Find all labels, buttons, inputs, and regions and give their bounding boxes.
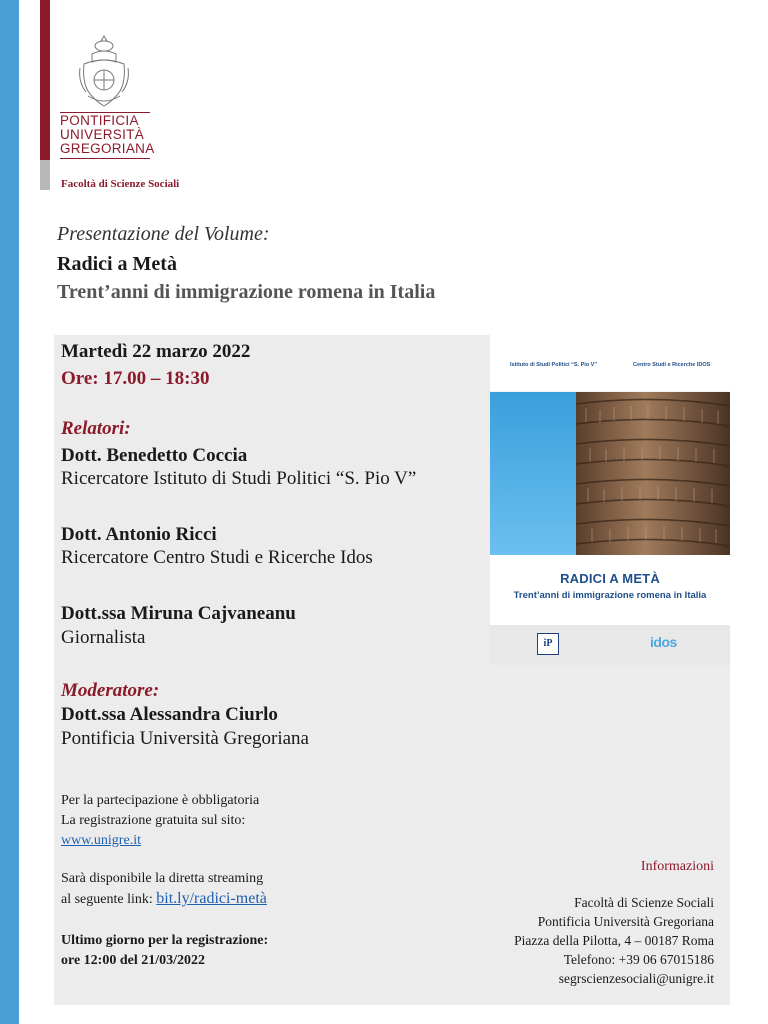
book-subtitle: Trent’anni di immigrazione romena in Italia (57, 281, 436, 303)
university-line: PONTIFICIA (60, 113, 139, 128)
streaming-prefix: al seguente link: (61, 892, 157, 907)
event-time: Ore: 17.00 – 18:30 (61, 368, 210, 389)
speaker-name: Dott.ssa Miruna Cajvaneanu (61, 603, 296, 624)
registration-line: La registrazione gratuita sul sito: (61, 813, 246, 828)
speaker-role: Ricercatore Istituto di Studi Politici “S. Pio V” (61, 468, 417, 489)
book-title: Radici a Metà (57, 253, 177, 275)
contact-line: Facoltà di Scienze Sociali (574, 895, 714, 910)
registration-info (61, 791, 259, 851)
deadline-line: Ultimo giorno per la registrazione: (61, 933, 269, 948)
university-rule (60, 158, 150, 159)
university-line: GREGORIANA (60, 141, 155, 156)
contact-phone: Telefono: +39 06 67015186 (563, 952, 714, 967)
registration-line: Per la partecipazione è obbligatoria (61, 793, 260, 808)
speaker-name: Dott. Antonio Ricci (61, 524, 217, 545)
cover-header (490, 335, 730, 391)
streaming-line-2 (61, 889, 267, 910)
cover-publisher-left: Istituto di Studi Politici “S. Pio V” (510, 362, 598, 368)
university-name (60, 114, 160, 156)
cover-publisher-right: Centro Studi e Ricerche IDOS (633, 362, 711, 368)
contact-email[interactable]: segrscienzesociali@unigre.it (558, 971, 714, 986)
contact-info (514, 893, 714, 988)
streaming-line: Sarà disponibile la diretta streaming (61, 871, 264, 886)
event-date: Martedì 22 marzo 2022 (61, 341, 251, 362)
cover-title-area (490, 555, 730, 625)
speaker-name: Dott. Benedetto Coccia (61, 445, 248, 466)
moderator-name: Dott.ssa Alessandra Ciurlo (61, 704, 278, 725)
speaker-role: Giornalista (61, 627, 146, 648)
streaming-info (61, 869, 267, 910)
idos-logo-icon: idos (650, 634, 677, 650)
moderator-role: Pontificia Università Gregoriana (61, 728, 309, 749)
column-image (576, 392, 730, 555)
deadline-line: ore 12:00 del 21/03/2022 (61, 953, 206, 968)
speakers-heading: Relatori: (61, 418, 131, 439)
registration-deadline (61, 931, 268, 971)
left-blue-stripe (0, 0, 19, 1024)
contact-line: Pontificia Università Gregoriana (537, 914, 714, 929)
pio-v-logo-icon: iP (537, 633, 559, 655)
info-heading: Informazioni (640, 859, 714, 874)
cover-sky (490, 392, 576, 555)
intro-label: Presentazione del Volume: (57, 223, 270, 245)
cover-subtitle: Trent’anni di immigrazione romena in Italia (513, 590, 707, 601)
university-seal-icon (76, 34, 132, 110)
contact-line: Piazza della Pilotta, 4 – 00187 Roma (514, 933, 714, 948)
speaker-role: Ricercatore Centro Studi e Ricerche Idos (61, 547, 373, 568)
university-line: UNIVERSITÀ (60, 127, 145, 142)
cover-title: RADICI A METÀ (560, 571, 660, 586)
registration-link[interactable]: www.unigre.it (61, 833, 141, 848)
brand-bar (40, 0, 50, 160)
book-cover (490, 335, 730, 665)
cover-logos (490, 625, 730, 665)
moderator-heading: Moderatore: (61, 680, 160, 701)
streaming-link[interactable]: bit.ly/radici-metà (156, 890, 267, 907)
faculty-name: Facoltà di Scienze Sociali (61, 178, 180, 190)
brand-bar-gray (40, 160, 50, 190)
